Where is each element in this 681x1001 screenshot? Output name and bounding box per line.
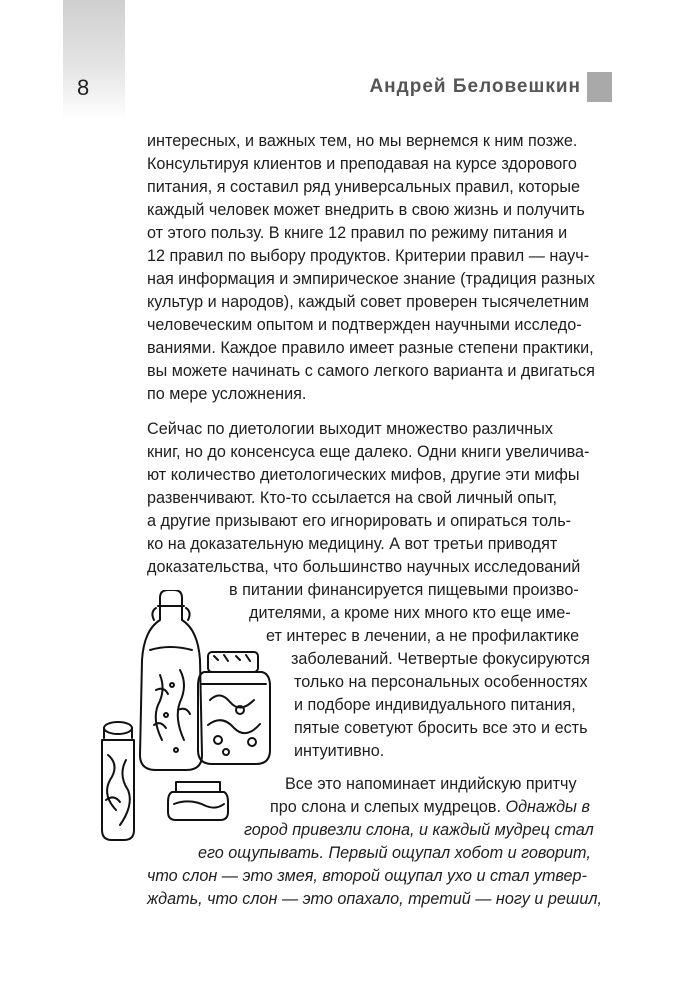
text-line: только на персональных особенностях	[294, 673, 588, 691]
small-jar-icon	[102, 722, 134, 840]
text-line: культур и народов), каждый совет проверен тысячелетним	[147, 293, 590, 311]
jars-illustration-icon	[90, 590, 280, 852]
text-line: ют количество диетологических мифов, другие эти мифы	[147, 466, 580, 484]
text-span: про слона и слепых мудрецов.	[270, 798, 502, 816]
text-line: книг, но до консенсуса еще далеко. Одни книги увеличива-	[147, 443, 590, 461]
text-line: в питании финансируется пищевыми произво-	[229, 581, 579, 599]
text-line	[270, 796, 590, 819]
text-line: Консультируя клиентов и преподавая на курсе здорового	[147, 155, 577, 173]
jar-icon	[198, 652, 270, 764]
text-line: интересных, и важных тем, но мы вернемся к ним позже.	[147, 132, 578, 150]
squat-jar-icon	[168, 782, 228, 820]
text-line: питания, я составил ряд универсальных правил, которые	[147, 178, 581, 196]
running-head-author: Андрей Беловешкин	[369, 76, 581, 97]
text-line: по мере усложнения.	[147, 385, 307, 403]
text-line: Сейчас по диетологии выходит множество различных	[147, 420, 553, 438]
italic-span: Однажды в	[505, 798, 590, 816]
text-line: Все это напоминает индийскую притчу	[285, 775, 577, 793]
text-line: его ощупывать. Первый ощупал хобот и говорит,	[198, 844, 591, 862]
text-line: человеческим опытом и подтвержден научными исследо-	[147, 316, 582, 334]
text-line: дителями, а кроме них много кто еще име-	[249, 604, 571, 622]
text-line: что слон — это змея, второй ощупал ухо и стал утвер-	[147, 867, 587, 885]
text-line: а другие призывают его игнорировать и опираться толь-	[147, 512, 572, 530]
text-line: ко на доказательную медицину. А вот третьи приводят	[147, 535, 558, 553]
text-line: от этого пользу. В книге 12 правил по режиму питания и	[147, 224, 568, 242]
text-line: ваниями. Каждое правило имеет разные степени практики,	[147, 339, 594, 357]
text-line: заболеваний. Четвертые фокусируются	[291, 650, 590, 668]
text-line: ждать, что слон — это опахало, третий — ногу и решил,	[147, 890, 602, 908]
text-line: развенчивают. Кто-то ссылается на свой личный опыт,	[147, 489, 558, 507]
page-number: 8	[77, 75, 90, 100]
text-line: интуитивно.	[294, 742, 385, 760]
text-line: ная информация и эмпирическое знание (традиция разных	[147, 270, 595, 288]
text-line: каждый человек может внедрить в свою жизнь и получить	[147, 201, 585, 219]
text-line: и подборе индивидуального питания,	[294, 696, 576, 714]
text-line: доказательства, что большинство научных исследований	[147, 558, 581, 576]
text-line: город привезли слона, и каждый мудрец стал	[244, 821, 594, 839]
text-line: пятые советуют бросить все это и есть	[294, 719, 588, 737]
text-line: 12 правил по выбору продуктов. Критерии правил — науч-	[147, 247, 590, 265]
bottle-icon	[140, 590, 202, 770]
header-marker-block	[587, 72, 612, 102]
page-gutter-shade	[63, 0, 125, 120]
text-line: вы можете начинать с самого легкого варианта и двигаться	[147, 362, 595, 380]
text-line: ет интерес в лечении, а не профилактике	[266, 627, 580, 645]
